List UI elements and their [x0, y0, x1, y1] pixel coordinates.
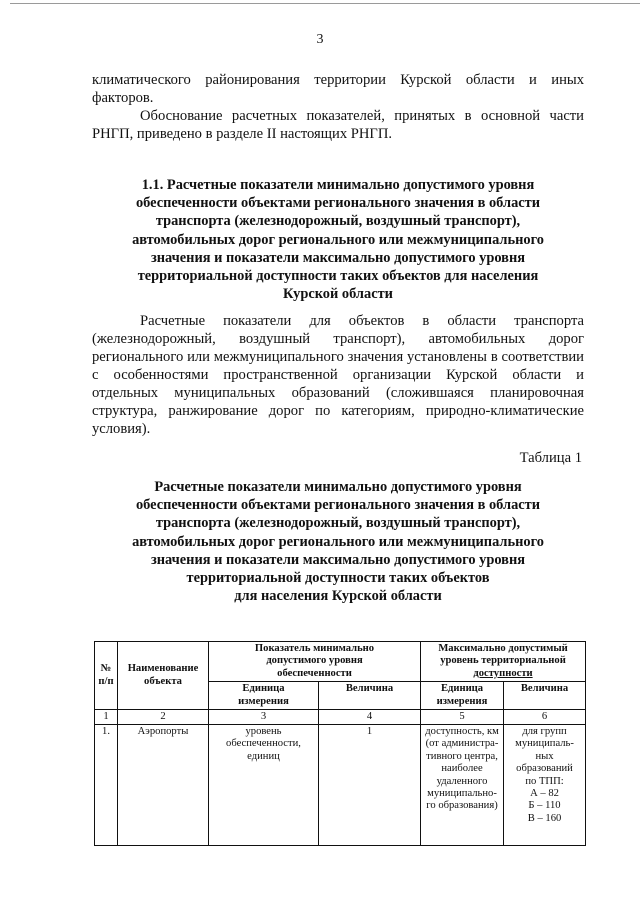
table-index-row: [95, 710, 586, 725]
index-cell: 6: [504, 710, 586, 725]
header-name: Наименование объекта: [118, 642, 209, 710]
header-max-value: Величина: [504, 682, 586, 710]
index-cell: 1: [95, 710, 118, 725]
header-min-value: Величина: [319, 682, 421, 710]
section-heading: [96, 176, 580, 303]
caption-line: значения и показатели максимально допустимого уровня: [150, 551, 526, 568]
header-max-unit: Единица измерения: [421, 682, 504, 710]
heading-line: автомобильных дорог регионального или межмуниципального: [132, 231, 544, 248]
index-cell: 5: [421, 710, 504, 725]
table-row: [95, 725, 586, 846]
table-header-row: [95, 642, 586, 682]
index-cell: 2: [118, 710, 209, 725]
page-number: 3: [316, 32, 324, 47]
caption-line: для населения Курской области: [234, 588, 442, 605]
header-group-max: Максимально допустимый уровень территориальной доступности: [421, 642, 586, 682]
paragraph-continuation: климатического районирования территории Курской области и иных факторов.: [92, 72, 584, 106]
indicators-table: [94, 641, 586, 846]
heading-line: транспорта (железнодорожный, воздушный транспорт),: [155, 213, 521, 230]
header-num: № п/п: [95, 642, 118, 710]
heading-line: 1.1. Расчетные показатели минимально допустимого уровня: [141, 177, 535, 193]
heading-line: значения и показатели максимально допустимого уровня: [150, 249, 526, 266]
caption-line: обеспеченности объектами регионального значения в области: [135, 497, 541, 514]
caption-line: Расчетные показатели минимально допустимого уровня: [154, 479, 522, 495]
row-num: 1.: [95, 725, 118, 846]
index-cell: 3: [209, 710, 319, 725]
caption-line: транспорта (железнодорожный, воздушный транспорт),: [155, 515, 521, 532]
heading-line: Курской области: [283, 286, 393, 303]
caption-line: автомобильных дорог регионального или межмуниципального: [132, 533, 544, 550]
caption-line: территориальной доступности таких объектов: [186, 570, 490, 587]
heading-line: обеспеченности объектами регионального значения в области: [135, 195, 541, 212]
row-min-value: 1: [319, 725, 421, 846]
heading-line: территориальной доступности таких объектов для населения: [137, 268, 539, 285]
row-min-unit: уровень обеспеченности, единиц: [209, 725, 319, 846]
table-label: Таблица 1: [519, 450, 582, 466]
paragraph-rationale: Обоснование расчетных показателей, принятых в основной части РНГП, приведено в разделе II настоящих РНГП.: [92, 108, 584, 142]
row-name: Аэропорты: [118, 725, 209, 846]
top-rule: [10, 3, 640, 4]
header-min-unit: Единица измерения: [209, 682, 319, 710]
index-cell: 4: [319, 710, 421, 725]
row-max-unit: доступность, км (от администра- тивного центра, наиболее удаленного муниципально- го образования): [421, 725, 504, 846]
table-caption: [96, 478, 580, 605]
row-max-value: для групп муниципаль- ных образований по ТПП: А – 82 Б – 110 В – 160: [504, 725, 586, 846]
header-group-min: Показатель минимально допустимого уровня обеспеченности: [209, 642, 421, 682]
paragraph-transport: Расчетные показатели для объектов в области транспорта (железнодорожный, воздушный транспорт), автомобильных дорог регионального или межмуниципального значения установлены в соответствии с особенностями пространственной организации Курской области и отдельных муниципальных образований (сложившаяся планировочная структура, ранжирование дорог по категориям, природно-климатические условия).: [92, 313, 584, 437]
